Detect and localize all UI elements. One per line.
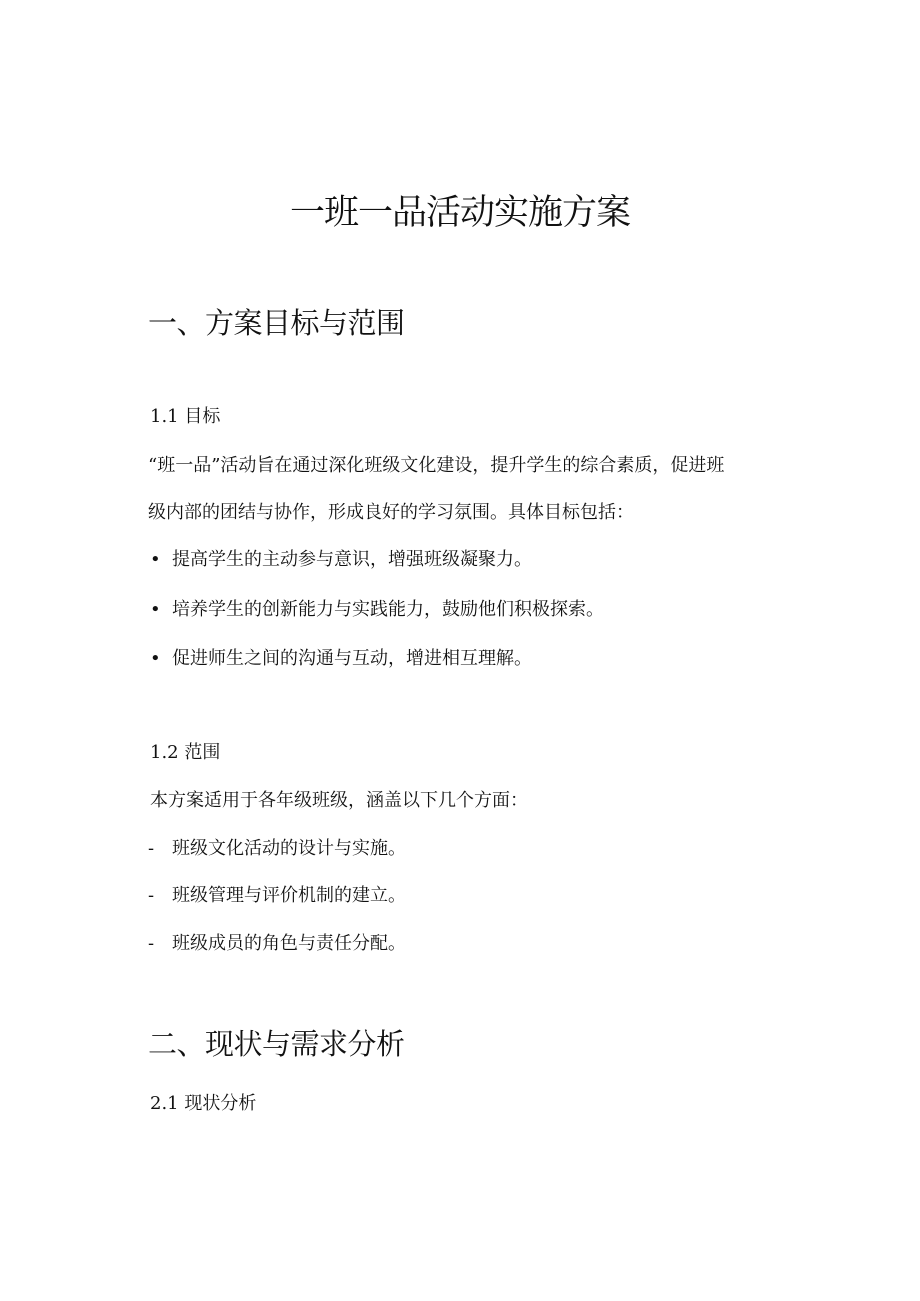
dash-icon: -	[148, 885, 155, 906]
dash-icon: -	[148, 933, 155, 954]
bullet-icon: •	[150, 549, 161, 570]
paragraph-line: “班一品”活动旨在通过深化班级文化建设，提升学生的综合素质，促进班	[148, 455, 725, 476]
dash-item	[148, 930, 406, 958]
subsection-heading-2-1: 2.1 现状分析	[150, 1093, 257, 1114]
bullet-item	[150, 645, 532, 673]
bullet-text: 培养学生的创新能力与实践能力，鼓励他们积极探索。	[172, 599, 604, 620]
dash-item	[148, 882, 406, 910]
bullet-item	[150, 546, 532, 574]
bullet-icon: •	[150, 599, 161, 620]
document-title: 一班一品活动实施方案	[289, 193, 630, 233]
scope-intro: 本方案适用于各年级班级，涵盖以下几个方面：	[150, 790, 528, 811]
subsection-heading-1-2: 1.2 范围	[150, 742, 221, 763]
dash-text: 班级成员的角色与责任分配。	[172, 933, 406, 954]
bullet-icon: •	[150, 648, 161, 669]
section-heading-1: 一、方案目标与范围	[148, 306, 405, 340]
paragraph-line: 级内部的团结与协作，形成良好的学习氛围。具体目标包括：	[148, 502, 634, 523]
dash-text: 班级管理与评价机制的建立。	[172, 885, 406, 906]
dash-icon: -	[148, 838, 155, 859]
dash-item	[148, 835, 406, 863]
section-heading-2: 二、现状与需求分析	[148, 1027, 405, 1061]
dash-text: 班级文化活动的设计与实施。	[172, 838, 406, 859]
bullet-item	[150, 596, 604, 624]
bullet-text: 提高学生的主动参与意识，增强班级凝聚力。	[172, 549, 532, 570]
bullet-text: 促进师生之间的沟通与互动，增进相互理解。	[172, 648, 532, 669]
subsection-heading-1-1: 1.1 目标	[150, 406, 221, 427]
